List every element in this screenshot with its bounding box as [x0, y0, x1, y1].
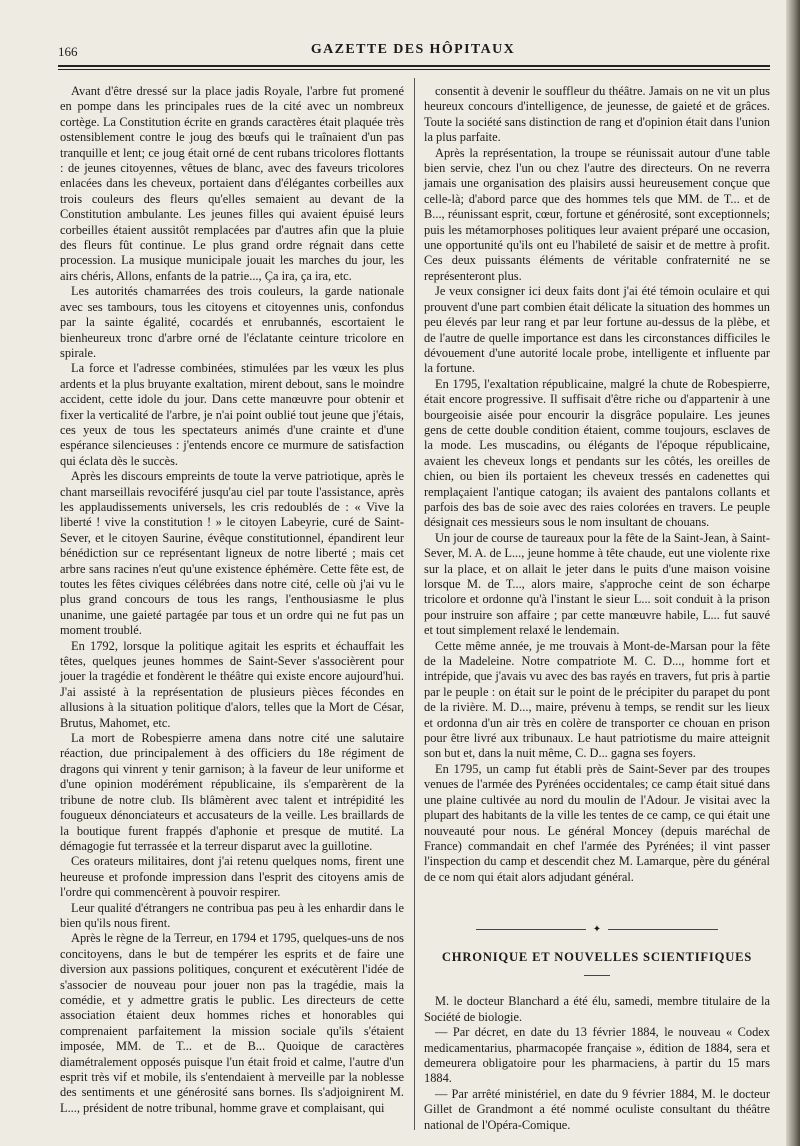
paragraph: Avant d'être dressé sur la place jadis Royale, l'arbre fut promené en pompe dans les principales rues de la cité avec un nombreux cortège. La Constitution écrite en grands caractères était plaquée très ostensiblement contre le joug des bœufs qui le traînaient d'un pas tranquille et lent; ce joug était orné de cent rubans tricolores flottants : de jeunes citoyennes, vêtues de blanc, avec des faveurs tricolores enlacées dans les cheveux, portaient dans d'élégantes corbeilles aux trois couleurs des fleurs qu'elles semaient au devant de la Constitution ambulante. Les jeunes filles qui avaient épuisé leurs corbeilles étaient aussitôt remplacées par d'autres afin que la pluie des fleurs fût continue. Le plus grand ordre régnait dans cette procession. La musique municipale jouait les marches du jour, les airs chéris, Allons, enfants de la patrie..., Ça ira, ça ira, etc. — [60, 84, 404, 283]
heading-underline — [424, 965, 770, 980]
right-column — [424, 84, 770, 1133]
paragraph: La mort de Robespierre amena dans notre cité une salutaire réaction, due principalement à des officiers du 18e régiment de dragons qui vinrent y tenir garnison; à la faveur de leur uniforme et d'une opinion modérément républicaine, ils s'emparèrent de la tribune de notre club. Ils blâmèrent avec talent et intrépidité les fougueux dénonciateurs et accusateurs de la veille. Les braillards de la boutique furent frappés d'aphonie et presque de mutité. La démagogie fut terrassée et la terreur disparut avec la guillotine. — [60, 731, 404, 853]
paragraph: Cette même année, je me trouvais à Mont-de-Marsan pour la fête de la Madeleine. Notre compatriote M. C. D..., homme fort et intrépide, que j'avais vu avec des bas rayés en travers, fut pris à partie par le peuple : on était sur le point de le précipiter du parapet du pont de la rivière. M. D..., maire, prévenu à temps, se rendit sur les lieux et ordonna d'un air très en colère de transporter ce chouan en prison pour être livré aux tribunaux. Le haut patriotisme du maire atteignit son but et, dans la nuit même, C. D... gagna ses foyers. — [424, 638, 770, 761]
separator-line-left — [476, 929, 586, 930]
paragraph: Les autorités chamarrées des trois couleurs, la garde nationale avec ses tambours, tous les citoyens et citoyennes unis, confondus par la sainte égalité, cocardés et enrubannés, escortaient le bienheureux tronc d'arbre orné de l'éclatante ceinture tricolore en spirale. — [60, 284, 404, 360]
page-binding-edge — [786, 0, 800, 1146]
paragraph: consentit à devenir le souffleur du théâtre. Jamais on ne vit un plus heureux concours d'intelligence, de jeunesse, de gaieté et de grâces. Toute la société sans distinction de rang et d'opinion était dans l'union la plus parfaite. — [424, 84, 770, 145]
news-item: M. le docteur Blanchard a été élu, samedi, membre titulaire de la Société de biologie. — [424, 994, 770, 1024]
paragraph: La force et l'adresse combinées, stimulées par les vœux les plus ardents et la plus bruyante exaltation, mirent debout, sans le moindre accident, cette idole du jour. Dans cette manœuvre pour obtenir et fixer la verticalité de l'arbre, je n'ai point oublié tout jeune que j'étais, ces yeux de tous les spectateurs animés d'une crainte et d'une espérance silencieuses : j'entends encore ce murmure de satisfaction qui éclata dès le succès. — [60, 361, 404, 468]
page-number: 166 — [58, 44, 78, 59]
section-spacer — [424, 885, 770, 911]
left-column — [60, 84, 404, 1116]
separator-line-right — [608, 929, 718, 930]
section-separator — [424, 921, 770, 937]
page-header — [58, 42, 768, 64]
news-item: — Par décret, en date du 13 février 1884, le nouveau « Codex medicamentarius, pharmacopée française », édition de 1884, sera et demeurera obligatoire pour les pharmaciens, à partir du 15 mars 1884. — [424, 1025, 770, 1086]
journal-title: GAZETTE DES HÔPITAUX — [310, 42, 516, 57]
paragraph: Ces orateurs militaires, dont j'ai retenu quelques noms, firent une heureuse et profonde impression dans l'esprit des citoyens amis de l'ordre qui commencèrent à pouvoir respirer. — [60, 854, 404, 900]
paragraph: En 1795, l'exaltation républicaine, malgré la chute de Robespierre, était encore progressive. Il suffisait d'être riche ou d'appartenir à une bourgeoisie aisée pour encourir la disgrâce populaire. Les jeunes gens de cette double condition étaient, comme toujours, esclaves de la mode. Les muscadins, ou élégants de l'époque républicaine, avaient les cheveux longs et pendants sur les côtés, les oreilles de chien, ou bien ils portaient les cheveux tressés en cadenettes qui remplaçaient l'antique catogan; ils avaient des pantalons collants et parfois des bas de soie avec des raies colorées en travers. Le peuple désignait ces messieurs sous le nom insultant de chouans. — [424, 376, 770, 530]
separator-ornament-icon: ✦ — [592, 924, 602, 936]
paragraph: Un jour de course de taureaux pour la fête de la Saint-Jean, à Saint-Sever, M. A. de L..., jeune homme à tête chaude, eut une violente rixe sur la place, et on allait le jeter dans le puits d'une maison voisine lorsque M. de T..., alors maire, s'approche ceint de son écharpe tricolore et ordonne qu'à l'instant le sieur L... soit conduit à la prison pour instruire son affaire ; par cette manœuvre habile, L... fut sauvé et tout simplement relaxé le lendemain. — [424, 530, 770, 638]
news-item: — Par arrêté ministériel, en date du 9 février 1884, M. le docteur Gillet de Grandmont a été nommé oculiste consultant du théâtre national de l'Opéra-Comique. — [424, 1086, 770, 1132]
paragraph: Après les discours empreints de toute la verve patriotique, après le chant marseillais revociféré jusqu'au ciel par toute l'assistance, après les applaudissements universels, les cris redoublés de : « Vive la liberté ! vive la constitution ! » le citoyen Labeyrie, curé de Saint-Sever, et le citoyen Saurine, évêque constitutionnel, épandirent leur bénédiction sur ce représentant ligneux de notre liberté ; mais cet arbre sans racines n'eut qu'une existence éphémère. Cette fête est, de toutes les fêtes civiques célébrées dans notre cité, celle où j'ai vu le plus grand concours de tous les rangs, l'enthousiasme le plus unanime, une gaieté partagée par tous et un ordre qui ne fut pas un moment troublé. — [60, 469, 404, 638]
paragraph: Après la représentation, la troupe se réunissait autour d'une table bien servie, chez l'un ou chez l'autre des directeurs. On ne reverra jamais une organisation des plaisirs aussi heureusement conçue que celle-là; d'abord parce que des hommes tels que MM. de T... et de B..., réunissant esprit, cœur, fortune et générosité, sont exceptionnels; puis les métamorphoses politiques leur avaient préparé une occasion, une opportunité qu'ils ont eu l'habileté de saisir et de mettre à profit. Ces deux puissants éléments de véritable confraternité ne se représenteront plus. — [424, 145, 770, 283]
paragraph: Après le règne de la Terreur, en 1794 et 1795, quelques-uns de nos concitoyens, dans le but de tempérer les esprits et de faire une diversion aux passions politiques, conçurent et exécutèrent l'idée de s'associer de nouveau pour jouer non pas la tragédie, mais la comédie, et y admettre gratis le public. Les directeurs de cette association étaient deux hommes riches et honorables qui comprenaient parfaitement la mission sociale qu'ils s'étaient imposée, MM. de T... et de B... Quoique de caractères diamétralement opposés puisque l'un était froid et calme, l'autre d'un esprit très vif et mobile, ils s'entendaient à merveille par la noblesse des sentiments et une générosité sans bornes. Ils s'adjoignirent M. L..., président de notre tribunal, homme grave et complaisant, qui — [60, 931, 404, 1115]
header-rule-thick — [58, 65, 770, 67]
paragraph: En 1792, lorsque la politique agitait les esprits et échauffait les têtes, quelques jeunes hommes de Saint-Sever s'associèrent pour jouer la tragédie et fondèrent le théâtre qui existe encore aujourd'hui. J'ai assisté à la représentation de plusieurs pièces fécondes en allusions à la situation politique d'alors, telles que la Mort de César, Brutus, Mahomet, etc. — [60, 638, 404, 730]
paragraph: Leur qualité d'étrangers ne contribua pas peu à les enhardir dans le bien qu'ils nous firent. — [60, 900, 404, 930]
column-divider — [414, 78, 415, 1130]
section-heading: CHRONIQUE ET NOUVELLES SCIENTIFIQUES — [441, 949, 753, 964]
paragraph: Je veux consigner ici deux faits dont j'ai été témoin oculaire et qui prouvent d'une part combien était délicate la situation des hommes un peu élevés par leur rang et par leur fortune au-dessus de la plèbe, et de l'autre de quelle importance est dans les circonstances difficiles le dévouement d'une autorité locale probe, intelligente et influente par la fortune. — [424, 284, 770, 376]
paragraph: En 1795, un camp fut établi près de Saint-Sever par des troupes venues de l'armée des Pyrénées occidentales; ce camp était situé dans une plaine cultivée au nord du moulin de l'Adour. Je visitai avec la plupart des habitants de la ville les tentes de ce camp, ce qui était une nouveauté pour nous. Le général Moncey (depuis maréchal de France) commandait en chef l'armée des Pyrénées; il vint passer l'inspection du camp et descendit chez M. Lamarque, père du général de ce nom qui était alors adjudant général. — [424, 761, 770, 884]
header-rule-thin — [58, 69, 770, 70]
